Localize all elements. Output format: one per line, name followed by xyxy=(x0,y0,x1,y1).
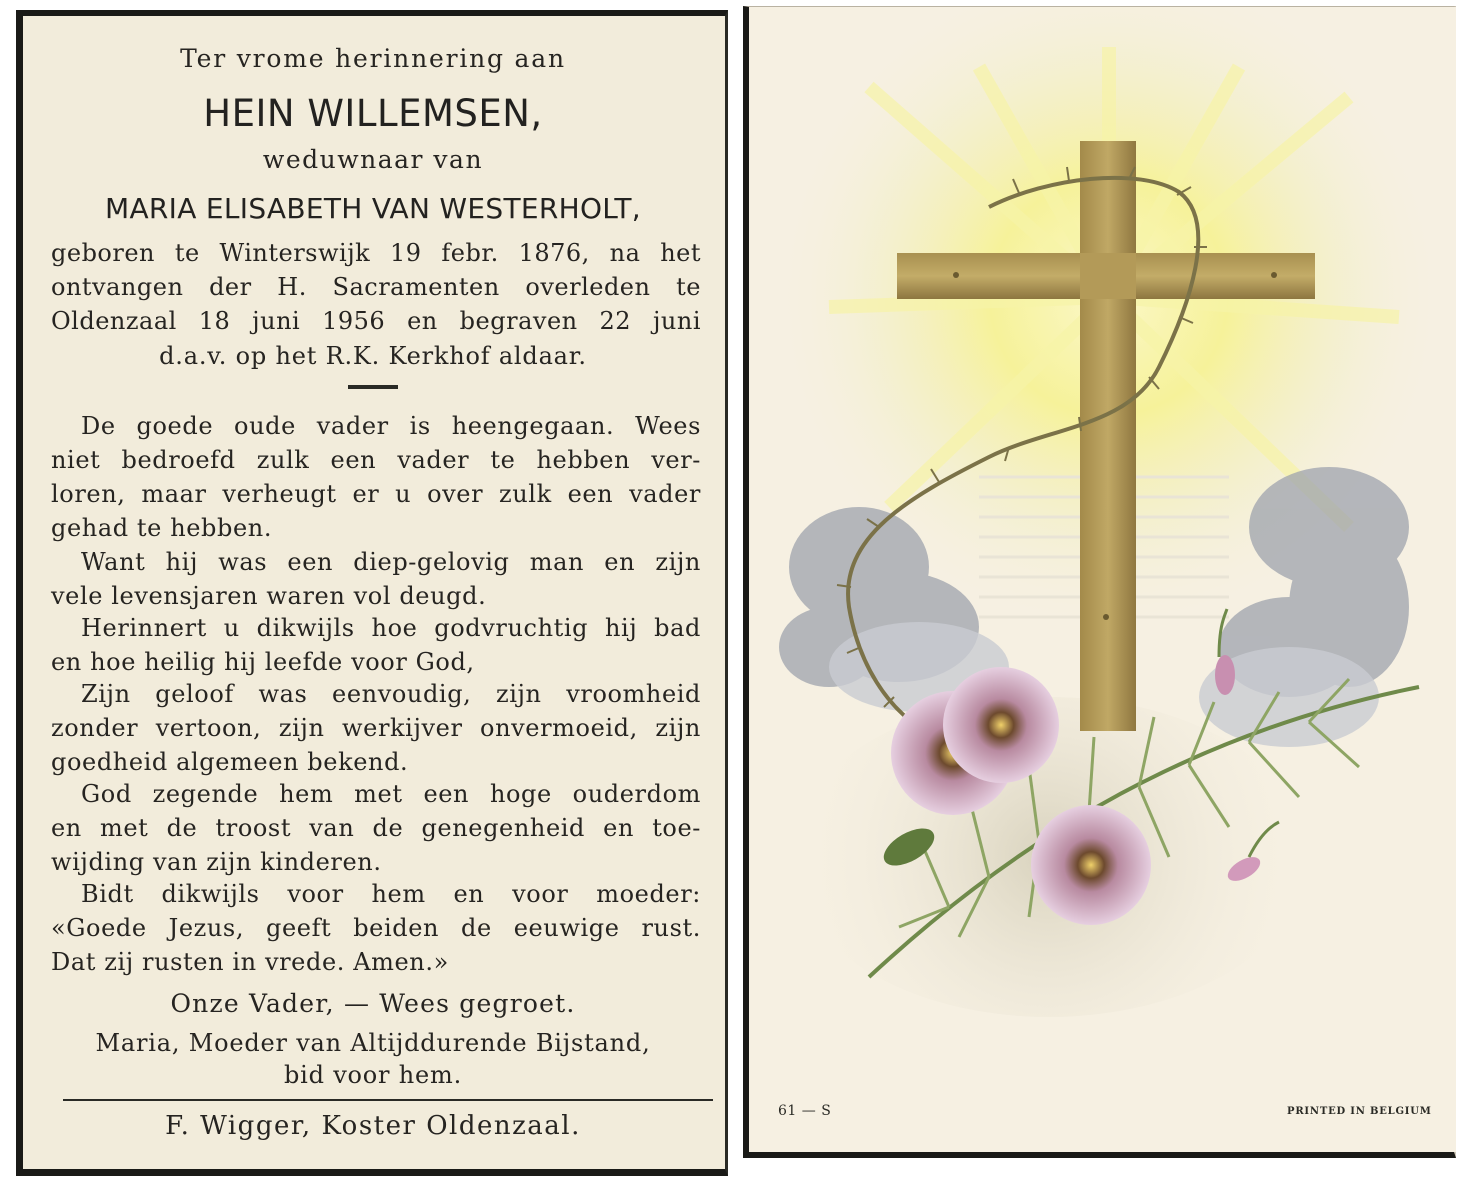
intro-line: Ter vrome herinnering aan xyxy=(180,44,566,73)
printed-in-label: PRINTED IN BELGIUM xyxy=(1287,1106,1432,1117)
verse-line: en hoe heilig hij leefde voor God, xyxy=(51,648,475,676)
verse-line: De goede oude vader is heengegaan. Wees xyxy=(81,412,701,440)
long-divider xyxy=(63,1099,713,1101)
short-divider xyxy=(348,385,398,389)
invocation-line: bid voor hem. xyxy=(283,1061,463,1089)
verse-line: zonder vertoon, zijn werkijver onvermoeid, zijn xyxy=(51,714,701,742)
verse-line: «Goede Jezus, geeft beiden de eeuwige rust. xyxy=(51,914,701,942)
cross-with-flowers-illustration xyxy=(749,7,1456,1152)
verse-line: Herinnert u dikwijls hoe godvruchtig hij bad xyxy=(81,614,701,642)
deceased-name: HEIN WILLEMSEN, xyxy=(203,92,543,135)
verse-line: gehad te hebben. xyxy=(51,514,273,542)
invocation-line: Maria, Moeder van Altijddurende Bijstand, xyxy=(95,1029,651,1057)
widower-of-line: weduwnaar van xyxy=(262,145,484,174)
printer-line: F. Wigger, Koster Oldenzaal. xyxy=(165,1111,581,1141)
verse-line: goedheid algemeen bekend. xyxy=(51,748,409,776)
verse-line: Zijn geloof was eenvoudig, zijn vroomheid xyxy=(81,680,701,708)
birth-line: ontvangen der H. Sacramenten overleden te xyxy=(51,273,701,301)
verse-line: God zegende hem met een hoge ouderdom xyxy=(81,780,701,808)
birth-line: geboren te Winterswijk 19 febr. 1876, na het xyxy=(51,239,701,267)
spouse-name: MARIA ELISABETH VAN WESTERHOLT, xyxy=(105,192,641,225)
verse-line: Want hij was een diep-gelovig man en zijn xyxy=(81,548,701,576)
verse-line: wijding van zijn kinderen. xyxy=(51,848,382,876)
verse-line: en met de troost van de genegenheid en toe- xyxy=(51,814,701,842)
birth-line: d.a.v. op het R.K. Kerkhof aldaar. xyxy=(159,342,587,370)
verse-line: vele levensjaren waren vol deugd. xyxy=(51,582,487,610)
verse-line: niet bedroefd zulk een vader te hebben ver- xyxy=(51,446,701,474)
verse-line: Bidt dikwijls voor hem en voor moeder: xyxy=(81,880,701,908)
memorial-card-text-side xyxy=(16,10,728,1176)
verse-line: loren, maar verheugt er u over zulk een vader xyxy=(51,480,701,508)
birth-line: Oldenzaal 18 juni 1956 en begraven 22 juni xyxy=(51,307,701,335)
memorial-card-picture-side xyxy=(743,6,1456,1158)
prayer-line: Onze Vader, — Wees gegroet. xyxy=(170,989,576,1018)
verse-line: Dat zij rusten in vrede. Amen.» xyxy=(51,948,449,976)
card-number: 61 — S xyxy=(778,1103,832,1119)
